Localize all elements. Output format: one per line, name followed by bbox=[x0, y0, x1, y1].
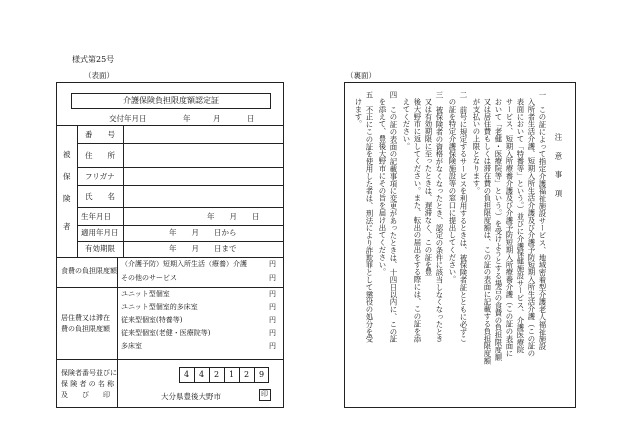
insurer-digit-4: 2 bbox=[243, 370, 250, 379]
insurer-seal: 印 bbox=[261, 390, 268, 398]
note-line-9: 三 被保険者の資格がなくなったとき、認定の条件に該当しなくなったとき bbox=[435, 91, 444, 343]
row-value-birthdate: 年 月 日 bbox=[207, 212, 260, 221]
issue-date-label: 交付年月日 bbox=[109, 114, 147, 123]
note-line-8: の証を特定介護保険施設等の窓口に提出してください。 bbox=[448, 98, 457, 283]
housing-label-line-0: 居住費又は滞在 bbox=[61, 314, 110, 322]
note-line-2: 表面において「特養等」という。）並びに介護保健施設サービス、介護医療院 bbox=[516, 98, 525, 354]
housing-unit-2: 円 bbox=[269, 316, 276, 324]
note-line-11: 後大野市に返してください。また、転出の届出をする際には、この証を添 bbox=[413, 98, 422, 343]
housing-item-0: ユニット型個室 bbox=[121, 290, 170, 298]
form-number: 様式第25号 bbox=[72, 55, 115, 64]
housing-item-3: 従来型個室(老健・医療院等) bbox=[121, 329, 211, 337]
card-title: 介護保険負担限度額認定証 bbox=[123, 96, 219, 105]
validity-end-value: 年 月 日まで bbox=[169, 244, 237, 253]
insurer-digit-0: 4 bbox=[183, 370, 190, 379]
note-line-0: 一 この証によって指定介護福祉施設サービス、地域密着型介護老人福祉施設 bbox=[538, 91, 547, 350]
food-cost-label: 食費の負担限度額 bbox=[61, 267, 117, 275]
back-card bbox=[344, 82, 576, 408]
housing-item-2: 従来型個室(特養等) bbox=[121, 316, 183, 324]
validity-start-value: 年 月 日から bbox=[169, 228, 237, 237]
note-line-3: サービス、短期入所療養介護及び介護予防短期入所療養介護（この証の表面に bbox=[505, 98, 514, 357]
issue-date-year: 年 bbox=[183, 114, 191, 123]
note-line-6: が支払いの上限となります。 bbox=[472, 98, 481, 195]
housing-item-4: 多床室 bbox=[121, 342, 142, 350]
row-label-number: 番 号 bbox=[85, 130, 115, 139]
insured-group-label-3: 者 bbox=[63, 222, 71, 231]
note-line-4: おいて「老健・医療院等」という。）を受けようとする場合の食費の負担限度額 bbox=[494, 98, 503, 361]
note-line-1: 入所者生活介護、短期入所生活介護及び介護予防短期入所生活介護（この証の bbox=[527, 98, 536, 357]
food-unit-0: 円 bbox=[269, 260, 276, 268]
insurer-digit-3: 1 bbox=[228, 370, 235, 379]
insured-group-label-2: 険 bbox=[63, 194, 71, 203]
row-label-name: 氏 名 bbox=[85, 192, 115, 201]
insurer-label-line-2: 及 び 印 bbox=[61, 391, 110, 399]
note-line-10: 又は有効期限に至ったときは、遅滞なく、この証を豊 bbox=[424, 98, 433, 276]
note-line-13: 四 この証の表面の記載事項に変更があったときは、十四日以内に、この証 bbox=[389, 91, 398, 343]
housing-item-1: ユニット型個室的多床室 bbox=[121, 303, 198, 311]
issue-date-day: 日 bbox=[247, 114, 255, 123]
row-label-birthdate: 生年月日 bbox=[81, 212, 111, 221]
insurer-label-line-0: 保険者番号並びに bbox=[61, 369, 117, 377]
food-unit-1: 円 bbox=[269, 274, 276, 282]
issue-date-month: 月 bbox=[213, 114, 221, 123]
back-label: （裏面） bbox=[346, 71, 376, 80]
insurer-name: 大分県豊後大野市 bbox=[161, 392, 221, 401]
validity-start-label: 適用年月日 bbox=[81, 228, 119, 237]
insurer-digit-5: 9 bbox=[258, 370, 265, 379]
housing-unit-1: 円 bbox=[269, 303, 276, 311]
insurer-digit-1: 4 bbox=[198, 370, 205, 379]
housing-unit-3: 円 bbox=[269, 329, 276, 337]
insurer-label-line-1: 保 険 者 の 名 称 bbox=[61, 380, 115, 388]
note-line-16: けます。 bbox=[354, 98, 363, 128]
housing-unit-4: 円 bbox=[269, 342, 276, 350]
row-label-address: 住 所 bbox=[85, 151, 115, 160]
front-label: （表面） bbox=[84, 71, 114, 80]
front-card bbox=[56, 82, 284, 408]
note-line-7: 二 前号に規定するサービスを利用するときは、被保険者証とともに必ずこ bbox=[459, 91, 468, 343]
note-line-12: えてください。 bbox=[402, 98, 411, 150]
validity-end-label: 有効期限 bbox=[85, 244, 115, 253]
row-label-furigana: フリガナ bbox=[85, 172, 115, 181]
insurer-digit-2: 2 bbox=[213, 370, 220, 379]
housing-label-line-1: 費の負担限度額 bbox=[61, 325, 110, 333]
insured-group-label-0: 被 bbox=[63, 150, 71, 159]
notes-title: 注 意 事 項 bbox=[554, 133, 563, 199]
food-item-0: （介護予防）短期入所生活（療養）介護 bbox=[121, 260, 247, 268]
note-line-5: 又は居住費もしくは滞在費の負担限度額は、この証の表面に記載する負担限度額 bbox=[483, 98, 492, 365]
note-line-15: 五 不正にこの証を使用した者は、刑法により詐欺罪として懲役の処分を受 bbox=[365, 91, 374, 343]
housing-unit-0: 円 bbox=[269, 290, 276, 298]
note-line-14: を添えて、豊後大野市にその旨を届け出てください。 bbox=[378, 98, 387, 276]
food-item-1: その他のサービス bbox=[121, 274, 177, 282]
notes-area bbox=[353, 91, 569, 401]
insured-group-label-1: 保 bbox=[63, 172, 71, 181]
